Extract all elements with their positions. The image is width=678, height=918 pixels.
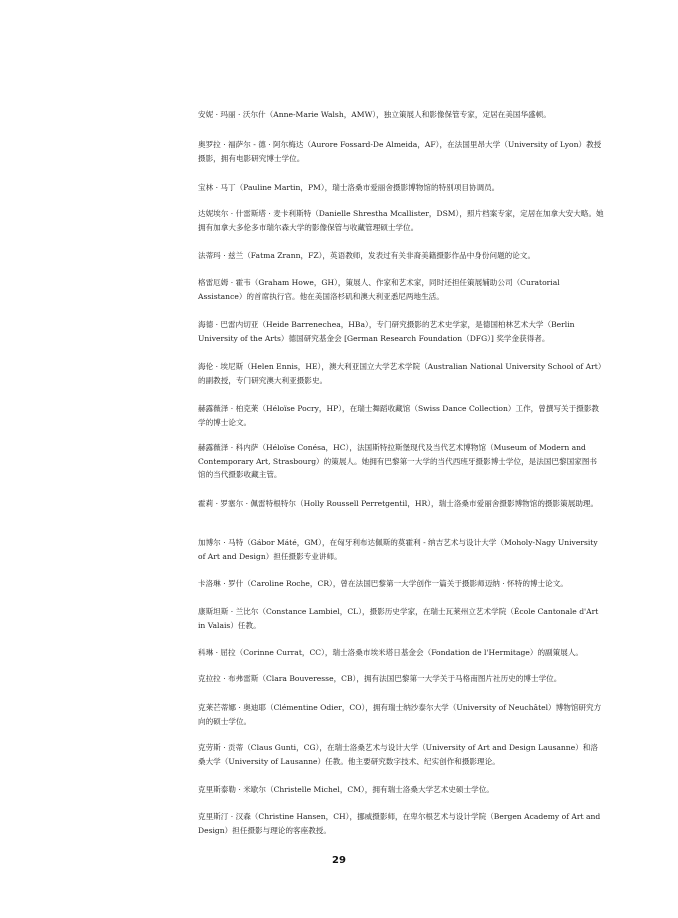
contributor-entry: 霍莉 · 罗塞尔 · 佩雷特根特尔（Holly Roussell Perretgentil，HR），瑞士洛桑市爱丽舍摄影博物馆的摄影策展助理。 bbox=[198, 499, 599, 508]
page-number: 29 bbox=[332, 855, 346, 866]
contributor-entry: 克里斯泰勒 · 米歇尔（Christelle Michel，CM），拥有瑞士洛桑大学艺术史硕士学位。 bbox=[198, 785, 494, 794]
contributor-entry: 安妮 · 玛丽 · 沃尔什（Anne-Marie Walsh，AMW），独立策展人和影像保管专家，定居在美国华盛顿。 bbox=[198, 110, 551, 119]
contributor-entry: 奥罗拉 · 福萨尔 - 德 · 阿尔梅达（Aurore Fossard-De Almeida，AF），在法国里昂大学（University of Lyon）教授摄影，拥有电影研究博士学位。 bbox=[198, 140, 602, 163]
contributor-entry: 克劳斯 · 贡蒂（Claus Gunti，CG），在瑞士洛桑艺术与设计大学（University of Art and Design Lausanne）和洛桑大学（University of Lausanne）任教。他主要研究数字技术、纪实创作和摄影理论。 bbox=[198, 743, 598, 766]
contributor-entry: 达妮埃尔 · 什雷斯塔 · 麦卡利斯特（Danielle Shrestha Mcallister，DSM），照片档案专家，定居在加拿大安大略。她拥有加拿大多伦多市瑞尔森大学的影像保管与收藏管理硕士学位。 bbox=[198, 209, 604, 232]
contributor-entry: 康斯坦斯 · 兰比尔（Constance Lambiel，CL），摄影历史学家，在瑞士瓦莱州立艺术学院（École Cantonale d'Art in Valais）任教。 bbox=[198, 607, 599, 630]
contributor-entry: 法蒂玛 · 兹兰（Fatma Zrann，FZ），英语教师，发表过有关非裔美籍摄影作品中身份问题的论文。 bbox=[198, 251, 536, 260]
contributor-entry: 赫露薇泽 · 柏克莱（Héloïse Pocry，HP），在瑞士舞蹈收藏馆（Swiss Dance Collection）工作，曾撰写关于摄影教学的博士论文。 bbox=[198, 404, 600, 427]
contributor-entry: 海德 · 巴雷内切亚（Heide Barrenechea，HBa），专门研究摄影的艺术史学家，是德国柏林艺术大学（Berlin University of the Arts）德国研究基金会 [German Research Foundation（DFG）] 奖学金获得者。 bbox=[198, 320, 575, 343]
contributor-entry: 赫露薇泽 · 科内萨（Héloïse Conésa，HC），法国斯特拉斯堡现代及当代艺术博物馆（Museum of Modern and Contemporary Art, Strasbourg）的策展人。她拥有巴黎第一大学的当代西班牙摄影博士学位，是法国巴黎国家图书馆的当代摄影收藏主管。 bbox=[198, 443, 598, 480]
contributor-entry: 卡洛琳 · 罗什（Caroline Roche，CR），曾在法国巴黎第一大学创作一篇关于摄影师迈纳 · 怀特的博士论文。 bbox=[198, 579, 568, 588]
contributor-entry: 宝林 · 马丁（Pauline Martin，PM），瑞士洛桑市爱丽舍摄影博物馆的特别项目协调员。 bbox=[198, 183, 500, 192]
contributor-entry: 加博尔 · 马特（Gábor Máté，GM），在匈牙利布达佩斯的莫霍利 - 纳吉艺术与设计大学（Moholy-Nagy University of Art and Design）担任摄影专业讲师。 bbox=[198, 538, 598, 561]
contributor-entry: 克里斯汀 · 汉森（Christine Hansen，CH），挪威摄影师，在卑尔根艺术与设计学院（Bergen Academy of Art and Design）担任摄影与理论的客座教授。 bbox=[198, 812, 601, 835]
contributor-entry: 克莱芒蒂娜 · 奥迪耶（Clémentine Odier，CO），拥有瑞士纳沙泰尔大学（University of Neuchâtel）博物馆研究方向的硕士学位。 bbox=[198, 703, 602, 726]
contributor-entry: 海伦 · 埃尼斯（Helen Ennis，HE），澳大利亚国立大学艺术学院（Australian National University School of Art）的副教授，专门研究澳大利亚摄影史。 bbox=[198, 362, 602, 385]
contributor-entry: 科琳 · 屈拉（Corinne Currat，CC），瑞士洛桑市埃米塔日基金会（Fondation de l'Hermitage）的副策展人。 bbox=[198, 648, 584, 657]
contributor-entry: 格雷厄姆 · 霍韦（Graham Howe，GH），策展人、作家和艺术家，同时还担任策展辅助公司（Curatorial Assistance）的首席执行官。他在美国洛杉矶和澳大利亚悉尼两地生活。 bbox=[198, 278, 560, 301]
contributor-entry: 克拉拉 · 布弗雷斯（Clara Bouveresse，CB），拥有法国巴黎第一大学关于马格南图片社历史的博士学位。 bbox=[198, 674, 562, 683]
